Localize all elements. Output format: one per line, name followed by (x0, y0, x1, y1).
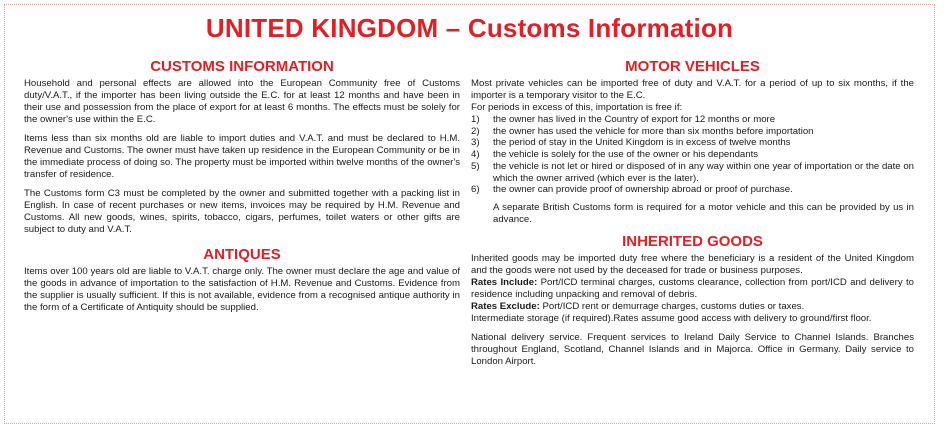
motor-form-note: A separate British Customs form is required for a motor vehicle and this can be provided by us in advance. (493, 201, 914, 225)
motor-lead: For periods in excess of this, importation is free if: (471, 102, 683, 113)
delivery-note: National delivery service. Frequent services to Ireland Daily Service to Channel Islands. Branches throughout England, Scotland, Channel Islands and in Majorca. Office in Germany. Daily service to London Airport. (471, 331, 914, 367)
antiques-paragraph: Items over 100 years old are liable to V.A.T. charge only. The owner must declare the age and value of the goods in advance of importation to the satisfaction of H.M. Revenue and Customs. Evidence from the supplier is usually sufficient. If this is not available, evidence from a recognised antique authority in the form of a Certificate of Antiquity should be supplied. (24, 266, 460, 313)
storage-note: Intermediate storage (if required).Rates assume good access with delivery to ground/first floor. (471, 312, 872, 324)
motor-intro: Most private vehicles can be imported free of duty and V.A.T. for a period of up to six months, if the importer is a temporary visitor to the E.C. (471, 78, 914, 101)
list-text: the owner has lived in the Country of export for 12 months or more (493, 114, 776, 125)
rates-exclude-text: Port/ICD rent or demurrage charges, customs duties or taxes. (539, 300, 805, 312)
customs-info-panel (4, 4, 935, 424)
rates-include-label: Rates Include: (471, 276, 538, 288)
left-column (24, 58, 460, 321)
list-text: the owner has used the vehicle for more than six months before importation (493, 125, 814, 137)
right-column (471, 58, 914, 375)
rates-exclude (471, 301, 914, 313)
list-number: 4) (471, 149, 480, 161)
rates-include-text: Port/ICD terminal charges, customs clearance, collection from port/ICD and delivery to residence including unpacking and removal of debris. (471, 276, 914, 300)
inherited-paragraph: Inherited goods may be imported duty free where the beneficiary is a resident of the United Kingdom and the goods were not used by the deceased for trade or business purposes. (471, 252, 914, 276)
list-text: the vehicle is not let or hired or disposed of in any way within one year of importation or the date on which the owner arrived (which ever is the later). (493, 160, 914, 184)
customs-paragraph-3: The Customs form C3 must be completed by the owner and submitted together with a packing list in English. In case of recent purchases or new items, invoices may be required by H.M. Revenue and Customs. All new goods, wines, spirits, tobacco, cigars, perfumes, toilet waters or other gifts are subject to duty and V.A.T. (24, 188, 460, 235)
rates-exclude-label: Rates Exclude: (471, 300, 540, 312)
motor-vehicles-heading: MOTOR VEHICLES (625, 58, 760, 75)
customs-heading: CUSTOMS INFORMATION (150, 58, 334, 75)
motor-conditions-list (471, 114, 914, 196)
list-number: 5) (471, 160, 480, 172)
antiques-heading: ANTIQUES (203, 246, 281, 263)
customs-paragraph-2: Items less than six months old are liable to import duties and V.A.T. and must be declared to H.M. Revenue and Customs. The owner must have taken up residence in the European Community or be in the immediate process of doing so. The property must be imported within twelve months of the owner's transfer of residence. (24, 133, 460, 180)
list-item (471, 161, 914, 184)
rates-include (471, 277, 914, 301)
list-item (471, 126, 914, 138)
list-number: 2) (471, 125, 480, 137)
list-item (471, 137, 914, 149)
list-text: the vehicle is solely for the use of the owner or his dependants (493, 149, 759, 161)
list-item (471, 184, 914, 196)
list-number: 6) (471, 184, 480, 196)
list-text: the owner can provide proof of ownership abroad or proof of purchase. (493, 184, 793, 196)
list-number: 1) (471, 114, 480, 125)
page-title: UNITED KINGDOM – Customs Information (205, 13, 734, 43)
list-text: the period of stay in the United Kingdom is in excess of twelve months (493, 137, 791, 149)
inherited-goods-heading: INHERITED GOODS (622, 232, 763, 250)
list-item (471, 114, 914, 126)
customs-paragraph-1: Household and personal effects are allowed into the European Community free of Customs duty/V.A.T., if the importer has been living outside the E.C. for at least 12 months and have been in their use and possession from the place of export for at least 6 months. The effects must be solely for the owner's use within the E.C. (24, 78, 460, 125)
list-item (471, 149, 914, 161)
list-number: 3) (471, 137, 480, 149)
